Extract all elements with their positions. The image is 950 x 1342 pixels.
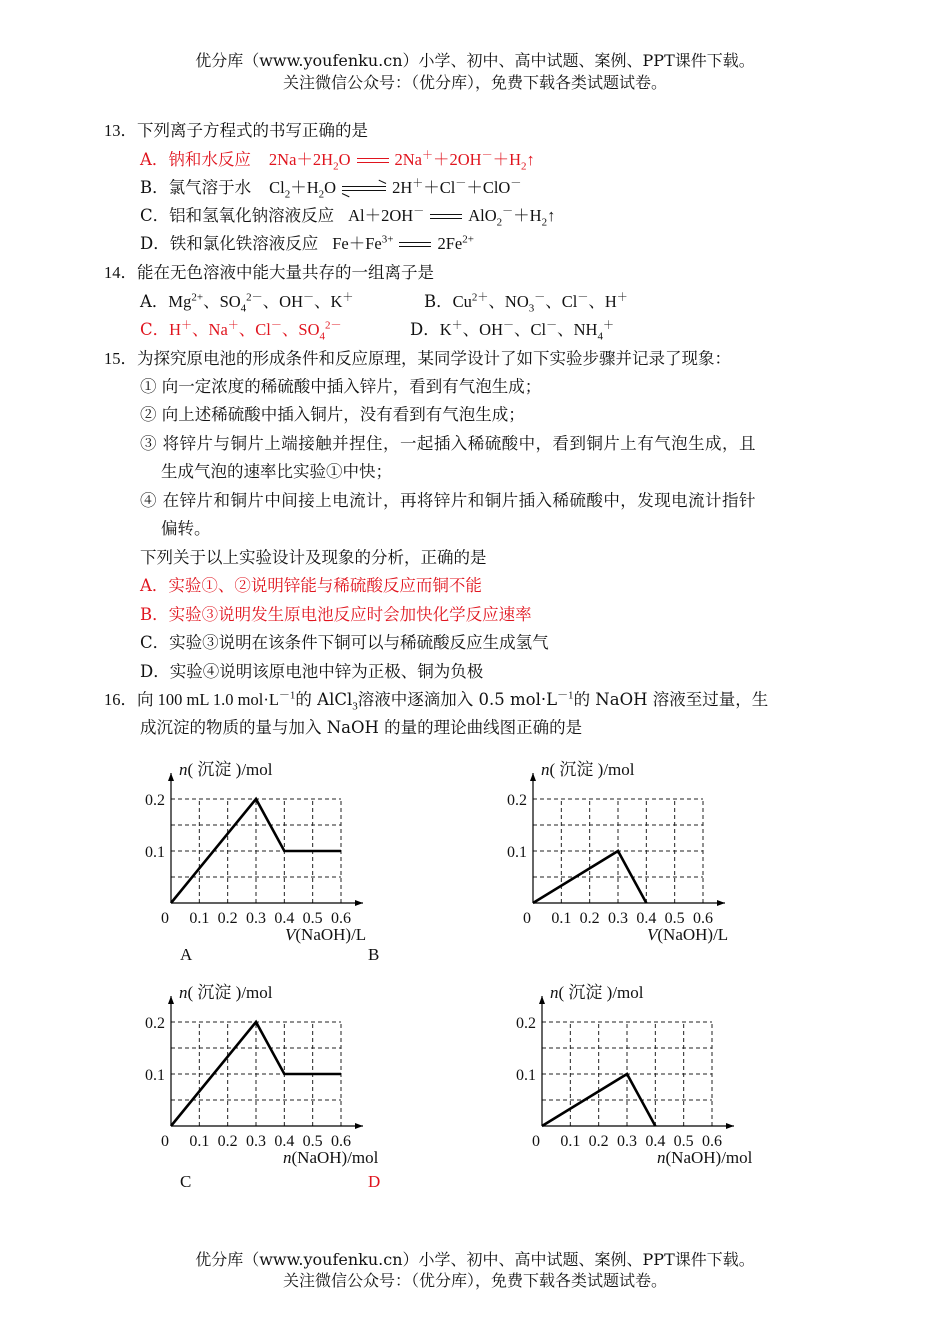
chart-a-x-tick-6: 0.6 [331, 910, 351, 927]
q14-option-c: C．H＋、Na＋、Cl－、$SO_4^{2-}$ [140, 319, 342, 343]
chart-c-option-label: C [180, 1172, 192, 1191]
q15-option-c: C．实验③说明在该条件下铜可以与稀硫酸反应生成氢气 [140, 633, 549, 652]
q15-option-d: D．实验④说明该原电池中锌为正极、铜为负极 [140, 662, 484, 681]
q14-number: 14． [104, 263, 137, 282]
chart-c-y-label: n( 沉淀 )/mol [179, 983, 273, 1002]
chart-a-y-label: n( 沉淀 )/mol [179, 760, 273, 779]
chart-a-y-axis-arrow [168, 773, 174, 781]
chart-b-y-axis-arrow [530, 773, 536, 781]
chart-b-x-tick-4: 0.4 [636, 910, 657, 927]
chart-a-x-tick-0: 0 [161, 910, 169, 927]
chart-c-x-label: n(NaOH)/mol [283, 1148, 379, 1167]
q15-option-a: A．实验①、②说明锌能与稀硫酸反应而铜不能 [140, 576, 482, 595]
chart-d-x-label: n(NaOH)/mol [657, 1148, 753, 1167]
chart-a-x-tick-2: 0.2 [217, 910, 238, 927]
chart-b-x-tick-2: 0.2 [579, 910, 600, 927]
chart-d-x-tick-2: 0.2 [588, 1133, 609, 1150]
q16-number: 16． [104, 690, 137, 709]
q14-stem [104, 261, 434, 285]
q13-option-a: A．钠和水反应 $2Na+2H_2O$ $2Na^++2OH^-+H_2↑$ [140, 149, 535, 173]
q16-charts [0, 740, 950, 1200]
q13-number: 13． [104, 121, 137, 140]
q15-step-1: ① 向一定浓度的稀硫酸中插入锌片，看到有气泡生成； [140, 377, 542, 396]
chart-c-x-axis-arrow [355, 1123, 363, 1129]
q13-option-c: C．铝和氢氧化钠溶液反应 Al＋2OH－ $AlO_2^-+H_2↑$ [140, 205, 556, 229]
q14-option-b: B．$Cu^{2+}$、$NO_3^-$、Cl－、H＋ [424, 291, 628, 315]
chart-a-x-tick-5: 0.5 [302, 910, 323, 927]
q13-option-b-label: B．氯气溶于水 [140, 178, 252, 197]
chart-c-x-tick-3: 0.3 [246, 1133, 266, 1150]
q15-step-3: ③ 将锌片与铜片上端接触并捏住，一起插入稀硫酸中，看到铜片上有气泡生成，且 [140, 434, 756, 453]
q13-option-d-label: D．铁和氯化铁溶液反应 [140, 234, 319, 253]
chart-d-x-axis-arrow [726, 1123, 734, 1129]
chart-c-x-tick-2: 0.2 [217, 1133, 238, 1150]
q15-step-2: ② 向上述稀硫酸中插入铜片，没有看到有气泡生成； [140, 405, 525, 424]
q16-stem-part-1: 向 100 mL 1.0 mol·L [137, 690, 279, 709]
q15-number: 15． [104, 349, 137, 368]
q15-step-4: ④ 在锌片和铜片中间接上电流计，再将锌片和铜片插入稀硫酸中，发现电流计指针 [140, 491, 756, 510]
q14-stem-text: 能在无色溶液中能大量共存的一组离子是 [137, 263, 434, 282]
q16-stem-part-2: 的 AlCl [295, 690, 353, 709]
q16-stem: 16．向 100 mL 1.0 $mol\cdot L^{-1}$的 AlCl$_3$溶液中逐滴加入 0.5 $mol\cdot L^{-1}$的 NaOH 溶液至过量，生 [104, 689, 769, 713]
q15-step-3-cont: 生成气泡的速率比实验①中快； [161, 462, 392, 481]
chart-d-x-tick-4: 0.4 [645, 1133, 666, 1150]
chart-c-y-axis-arrow [168, 996, 174, 1004]
chart-d-y-label: n( 沉淀 )/mol [550, 983, 644, 1002]
q16-stem-line-2: 成沉淀的物质的量与加入 NaOH 的量的理论曲线图正确的是 [140, 718, 583, 737]
chart-d-option-label: D [368, 1172, 381, 1191]
chart-c-x-tick-6: 0.6 [331, 1133, 351, 1150]
chart-b-y-tick-0: 0.2 [507, 792, 527, 809]
chart-c-y-tick-1: 0.1 [145, 1067, 165, 1084]
q13-option-a-label: A．钠和水反应 [140, 150, 251, 169]
chart-c-x-tick-5: 0.5 [302, 1133, 323, 1150]
chart-a-x-tick-1: 0.1 [189, 910, 210, 927]
q15-stem [104, 347, 731, 371]
chart-c-y-tick-0: 0.2 [145, 1015, 165, 1032]
q14-option-a: A．$Mg^{2+}$、$SO_4^{2-}$、OH－、K＋ [140, 291, 354, 315]
chart-d-y-tick-1: 0.1 [516, 1067, 536, 1084]
chart-a-y-tick-0: 0.2 [145, 792, 165, 809]
chart-b-x-label: V(NaOH)/L [647, 925, 729, 944]
chart-d-y-tick-0: 0.2 [516, 1015, 536, 1032]
chart-c-x-tick-1: 0.1 [189, 1133, 210, 1150]
q15-step-4-cont: 偏转。 [161, 519, 211, 538]
q15-stem-text: 为探究原电池的形成条件和反应原理，某同学设计了如下实验步骤并记录了现象： [137, 349, 731, 368]
chart-b-x-tick-6: 0.6 [693, 910, 713, 927]
chart-d-y-axis-arrow [539, 996, 545, 1004]
footer-line-1: 优分库（www.youfenku.cn）小学、初中、高中试题、案例、PPT课件下载。 [195, 1250, 755, 1269]
chart-a-x-label: V(NaOH)/L [285, 925, 367, 944]
chart-c-x-tick-0: 0 [161, 1133, 169, 1150]
q16-stem-part-4: 的 NaOH 溶液至过量，生 [573, 690, 769, 709]
chart-c-x-tick-4: 0.4 [274, 1133, 295, 1150]
chart-b-y-tick-1: 0.1 [507, 844, 527, 861]
chart-a-x-tick-3: 0.3 [246, 910, 266, 927]
q15-option-b: B．实验③说明发生原电池反应时会加快化学反应速率 [140, 605, 532, 624]
q13-option-c-label: C．铝和氢氧化钠溶液反应 [140, 206, 335, 225]
chart-a-option-label: A [180, 945, 193, 964]
chart-b-x-axis-arrow [717, 900, 725, 906]
q13-option-b: B．氯气溶于水 $Cl_2+H_2O$ 2H＋＋Cl－＋ClO－ [140, 177, 522, 201]
q13-stem-text: 下列离子方程式的书写正确的是 [137, 121, 368, 140]
chart-b-y-label: n( 沉淀 )/mol [541, 760, 635, 779]
chart-b-x-tick-5: 0.5 [664, 910, 685, 927]
chart-b-x-tick-3: 0.3 [608, 910, 628, 927]
q16-stem-part-3: 溶液中逐滴加入 0.5 mol·L [357, 690, 558, 709]
chart-d-x-tick-3: 0.3 [617, 1133, 637, 1150]
chart-b-option-label: B [368, 945, 380, 964]
chart-a-x-axis-arrow [355, 900, 363, 906]
chart-d-x-tick-0: 0 [532, 1133, 540, 1150]
chart-d-x-tick-1: 0.1 [560, 1133, 581, 1150]
header-line-2: 关注微信公众号：（优分库），免费下载各类试题试卷。 [282, 73, 667, 92]
chart-b-x-tick-1: 0.1 [551, 910, 572, 927]
q13-option-d: D．铁和氯化铁溶液反应 $Fe+Fe^{3+}$ $2Fe^{2+}$ [140, 233, 474, 253]
chart-b-x-tick-0: 0 [523, 910, 531, 927]
chart-a-y-tick-1: 0.1 [145, 844, 165, 861]
q15-prompt: 下列关于以上实验设计及现象的分析，正确的是 [140, 548, 487, 567]
chart-d-x-tick-5: 0.5 [673, 1133, 694, 1150]
chart-a-x-tick-4: 0.4 [274, 910, 295, 927]
q14-option-d: D．K＋、OH－、Cl－、$NH_4^+$ [410, 319, 614, 343]
q13-stem [104, 119, 368, 143]
footer-line-2: 关注微信公众号：（优分库），免费下载各类试题试卷。 [282, 1271, 667, 1290]
chart-d-x-tick-6: 0.6 [702, 1133, 722, 1150]
header-line-1: 优分库（www.youfenku.cn）小学、初中、高中试题、案例、PPT课件下载。 [195, 51, 755, 70]
